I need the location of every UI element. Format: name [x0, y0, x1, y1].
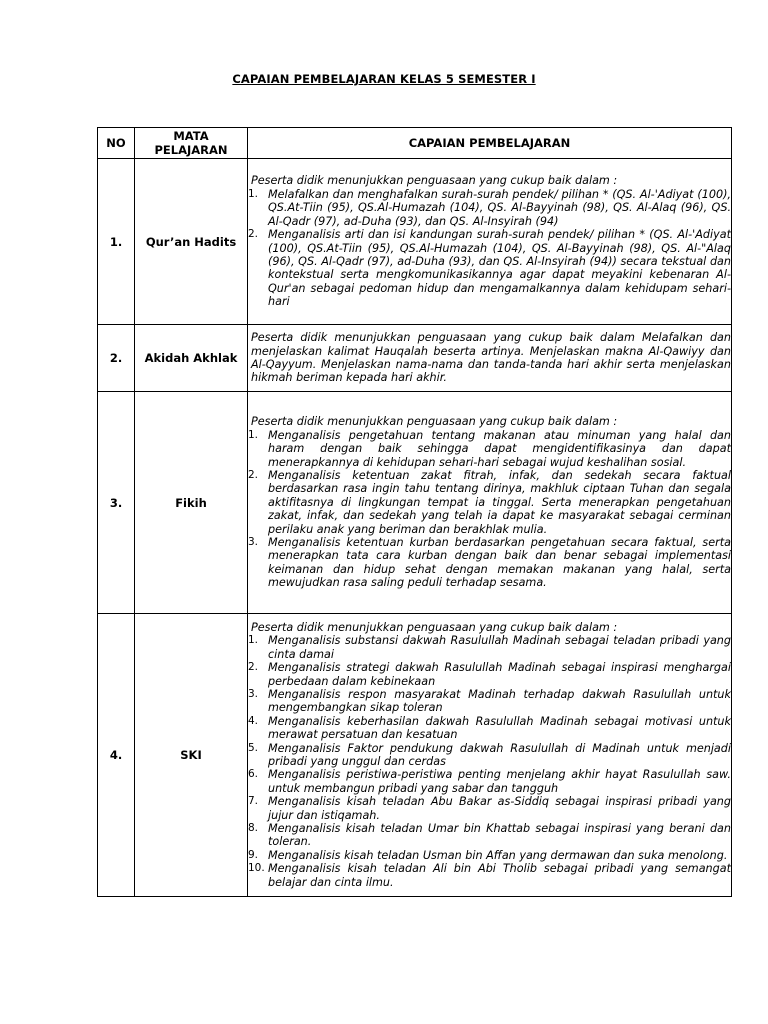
list-item	[248, 768, 731, 795]
list-item	[248, 188, 731, 228]
learning-outcomes-table	[97, 127, 732, 897]
list-item	[248, 661, 731, 688]
subject-name: Fikih	[135, 392, 248, 614]
list-item	[248, 429, 731, 469]
list-item	[248, 742, 731, 769]
header-no: NO	[98, 128, 135, 159]
list-item-number: 3.	[248, 536, 259, 549]
list-item-number: 8.	[248, 822, 259, 835]
outcome-cell	[248, 325, 732, 392]
list-item	[248, 228, 731, 308]
list-item-number: 2.	[248, 661, 259, 674]
outcome-cell	[248, 159, 732, 325]
outcome-intro: Peserta didik menunjukkan penguasaan yang cukup baik dalam Melafalkan dan menjelaskan kalimat Hauqalah beserta artinya. Menjelaskan makna Al-Qawiyy dan Al-Qayyum. Menjelaskan nama-nama dan tanda-tanda hari akhir serta menjelaskan hikmah beriman kepada hari akhir.	[251, 331, 731, 385]
list-item	[248, 469, 731, 536]
header-capaian: CAPAIAN PEMBELAJARAN	[248, 128, 732, 159]
list-item-number: 2.	[248, 468, 259, 481]
table-row	[98, 392, 732, 614]
header-mata-pelajaran: MATA PELAJARAN	[135, 128, 248, 159]
outcome-cell	[248, 614, 732, 897]
list-item	[248, 849, 731, 862]
list-item-text: Melafalkan dan menghafalkan surah-surah pendek/ pilihan * (QS. Al-'Adiyat (100), QS.At-Tiin (95), QS.Al-Humazah (104), QS. Al-Bayyinah (98), QS. Al-Alaq (96), QS. Al-Qadr (97), ad-Duha (93), dan QS. Al-Insyirah (94)	[268, 187, 731, 228]
list-item-text: Menganalisis kisah teladan Abu Bakar as-Siddiq sebagai inspirasi pribadi yang jujur dan istiqamah.	[268, 795, 731, 822]
table-header-row	[98, 128, 732, 159]
list-item-text: Menganalisis ketentuan zakat fitrah, infak, dan sedekah secara faktual berdasarkan rasa ingin tahu tentang dirinya, makhluk ciptaan Tuhan dan segala aktifitasnya di lingkungan tempat ia tinggal. Serta menerapkan pengetahuan zakat, infak, dan sedekah yang telah ia dapat ke masyarakat sebagai cerminan perilaku anak yang beriman dan berakhlak mulia.	[268, 468, 731, 536]
table-row	[98, 325, 732, 392]
list-item-text: Menganalisis arti dan isi kandungan surah-surah pendek/ pilihan * (QS. Al-'Adiyat (100), QS.At-Tiin (95), QS.Al-Humazah (104), QS. Al-Bayyinah (98), QS. Al-"Alaq (96), QS. Al-Qadr (97), ad-Duha (93), dan QS. Al-Insyirah (94)) secara tekstual dan kontekstual serta mengkomunikasikannya agar dapat meyakini kebenaran Al- Qur'an sebagai pedoman hidup dan mengamalkannya dalam kehidupam sehari-hari	[268, 228, 731, 309]
outcome-cell	[248, 392, 732, 614]
list-item	[248, 862, 731, 889]
outcome-list	[248, 634, 731, 889]
list-item-text: Menganalisis strategi dakwah Rasulullah Madinah sebagai inspirasi menghargai perbedaan dalam kebinekaan	[268, 661, 731, 688]
list-item-text: Menganalisis pengetahuan tentang makanan atau minuman yang halal dan haram dengan baik sehingga dapat mengidentifikasinya dan dapat menerapkannya di kehidupan sehari-hari sebagai wujud keshalihan sosial.	[268, 428, 731, 469]
list-item-text: Menganalisis keberhasilan dakwah Rasulullah Madinah sebagai motivasi untuk merawat persatuan dan kesatuan	[268, 714, 731, 742]
list-item-number: 7.	[248, 795, 259, 808]
list-item-text: Menganalisis substansi dakwah Rasulullah Madinah sebagai teladan pribadi yang cinta damai	[268, 634, 731, 661]
list-item-text: Menganalisis Faktor pendukung dakwah Rasulullah di Madinah untuk menjadi pribadi yang unggul dan cerdas	[268, 741, 731, 768]
subject-name: Qur’an Hadits	[135, 159, 248, 325]
list-item-number: 6.	[248, 768, 259, 781]
table-row	[98, 614, 732, 897]
list-item	[248, 822, 731, 849]
list-item	[248, 715, 731, 742]
list-item-number: 10.	[248, 862, 265, 875]
list-item-number: 1.	[248, 187, 259, 200]
row-number: 2.	[98, 325, 135, 392]
list-item-text: Menganalisis ketentuan kurban berdasarkan pengetahuan secara faktual, serta menerapkan tata cara kurban dengan baik dan benar sebagai implementasi keimanan dan hidup sehat dengan memakan makanan yang halal, serta mewujudkan rasa saling peduli terhadap sesama.	[268, 536, 731, 590]
list-item	[248, 795, 731, 822]
subject-name: Akidah Akhlak	[135, 325, 248, 392]
table-row	[98, 159, 732, 325]
list-item-text: Menganalisis peristiwa-peristiwa penting menjelang akhir hayat Rasulullah saw. untuk membangun pribadi yang sabar dan tangguh	[268, 768, 731, 795]
list-item-text: Menganalisis respon masyarakat Madinah terhadap dakwah Rasulullah untuk mengembangkan sikap toleran	[268, 687, 731, 715]
page-title: CAPAIAN PEMBELAJARAN KELAS 5 SEMESTER I	[232, 72, 536, 86]
list-item	[248, 688, 731, 715]
outcome-list	[248, 429, 731, 590]
list-item-text: Menganalisis kisah teladan Ali bin Abi Tholib sebagai pribadi yang semangat belajar dan cinta ilmu.	[268, 862, 731, 889]
list-item-number: 2.	[248, 228, 259, 241]
outcome-list	[248, 188, 731, 309]
list-item-text: Menganalisis kisah teladan Usman bin Affan yang dermawan dan suka menolong.	[268, 848, 728, 862]
list-item-number: 1.	[248, 428, 259, 441]
row-number: 1.	[98, 159, 135, 325]
outcome-intro: Peserta didik menunjukkan penguasaan yang cukup baik dalam :	[251, 415, 618, 429]
list-item-number: 3.	[248, 687, 259, 700]
list-item	[248, 634, 731, 661]
list-item	[248, 536, 731, 590]
row-number: 3.	[98, 392, 135, 614]
outcome-intro: Peserta didik menunjukkan penguasaan yang cukup baik dalam :	[251, 174, 618, 188]
row-number: 4.	[98, 614, 135, 897]
list-item-number: 1.	[248, 634, 259, 647]
subject-name: SKI	[135, 614, 248, 897]
outcome-intro: Peserta didik menunjukkan penguasaan yang cukup baik dalam :	[251, 620, 618, 634]
list-item-number: 9.	[248, 848, 259, 861]
list-item-number: 4.	[248, 714, 259, 727]
list-item-number: 5.	[248, 741, 259, 754]
list-item-text: Menganalisis kisah teladan Umar bin Khattab sebagai inspirasi yang berani dan toleran.	[268, 822, 731, 849]
